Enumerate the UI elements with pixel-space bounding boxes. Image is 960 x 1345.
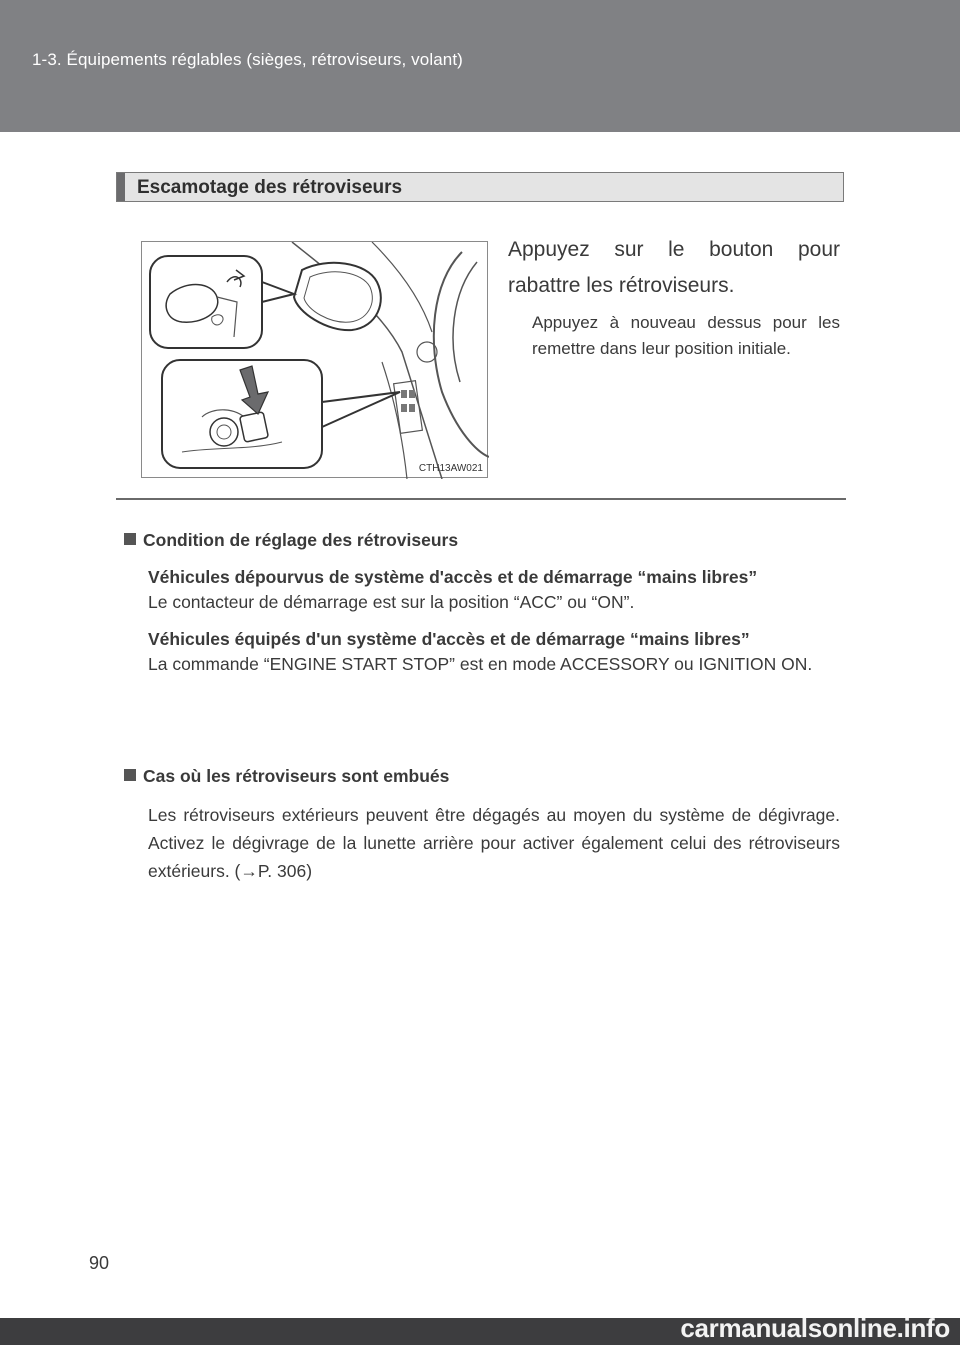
section-heading-bar (117, 173, 125, 201)
mirror-fold-switch-icon (142, 242, 489, 479)
square-bullet-icon (124, 533, 136, 545)
page-header (0, 0, 960, 132)
figure-code: CTH13AW021 (418, 463, 483, 474)
section-heading-text: Escamotage des rétroviseurs (137, 177, 403, 198)
section-heading (116, 172, 844, 202)
page-number: 90 (89, 1253, 110, 1273)
mirror-fold-illustration (141, 241, 488, 478)
note-text: La commande “ENGINE START STOP” est en mode ACCESSORY ou IGNITION ON. (148, 654, 813, 674)
note-condition (124, 528, 840, 677)
note-heading (124, 528, 840, 553)
note-heading-text: Condition de réglage des rétroviseurs (143, 530, 459, 550)
note-sub-heading: Véhicules dépourvus de système d'accès et de démarrage “mains libres” (148, 567, 758, 587)
section-divider (116, 498, 846, 500)
note-fogged (124, 764, 840, 885)
main-instruction: Appuyez sur le bouton pour rabattre les rétroviseurs. (508, 238, 840, 297)
sub-instruction: Appuyez à nouveau dessus pour les remettre dans leur position initiale. (532, 313, 840, 358)
note-heading-text: Cas où les rétroviseurs sont embués (143, 766, 450, 786)
square-bullet-icon (124, 769, 136, 781)
note-text: Le contacteur de démarrage est sur la position “ACC” ou “ON”. (148, 592, 635, 612)
note-text: Les rétroviseurs extérieurs peuvent être dégagés au moyen du système de dégivrage. Activez le dégivrage de la lunette arrière pour activer également celui des rétroviseurs extérieurs. (→P. 306) (148, 805, 840, 881)
footer-watermark[interactable]: carmanualsonline.info (680, 1313, 950, 1343)
note-sub-heading: Véhicules équipés d'un système d'accès et de démarrage “mains libres” (148, 629, 750, 649)
note-heading (124, 764, 840, 789)
chapter-title: 1-3. Équipements réglables (sièges, rétroviseurs, volant) (32, 50, 463, 69)
